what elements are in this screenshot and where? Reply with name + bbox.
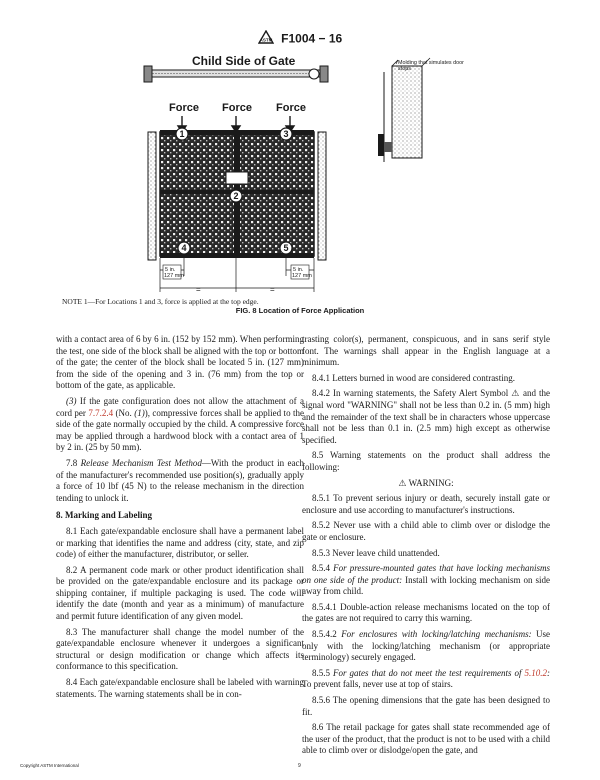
figure-title: Child Side of Gate xyxy=(192,54,296,68)
paragraph: 8.5.4.2 For enclosures with locking/latching mechanisms: Use only with the locking/latching mechanism (or appropriate terminology) securely engaged. xyxy=(302,629,551,663)
paragraph: (3) If the gate configuration does not allow the attachment of a cord per 7.7.2.4 (No. (1)), compressive forces shall be applied to the side of the gate normally occupied by the child. A compressive force may be applied through a hardwood block with a contact area of 1 by 2 in. (25 by 50 mm). xyxy=(56,395,304,453)
left-column xyxy=(56,334,304,704)
equals-right: = xyxy=(270,285,275,294)
figure-force-location xyxy=(130,52,470,300)
force-label-right: Force xyxy=(276,102,306,114)
paragraph: 8.1 Each gate/expandable enclosure shall have a permanent label or marking that identifies the name and address (city, state, and zip code) of either the manufacturer, distributor, or seller. xyxy=(56,525,304,560)
section-link[interactable]: 5.10.2 xyxy=(524,667,548,678)
paragraph: 8.4.1 Letters burned in wood are considered contrasting. xyxy=(312,372,515,383)
paragraph: 8.4 Each gate/expandable enclosure shall be labeled with warning statements. The warning statements shall be in con- xyxy=(56,677,304,699)
warning-heading: ⚠ WARNING: xyxy=(398,477,454,488)
paragraph: 8.4.2 In warning statements, the Safety Alert Symbol ⚠ and the signal word "WARNING" shall not be less than 0.2 in. (5 mm) high and the remainder of the text shall be in characters whose uppercase shall not be less than 0.1 in. (2.5 mm) high except as otherwise specified. xyxy=(302,388,550,445)
location-label-3: 3 xyxy=(283,129,289,139)
location-label-5: 5 xyxy=(283,243,289,253)
dim-right-mm: 127 mm xyxy=(292,273,312,279)
paragraph: 8.5.5 For gates that do not meet the test requirements of 5.10.2: To prevent falls, never use at top of stairs. xyxy=(302,667,551,690)
gate-diagram xyxy=(130,52,470,300)
paragraph: 8.5.6 The opening dimensions that the gate has been designed to fit. xyxy=(302,695,550,717)
equals-left: = xyxy=(196,285,201,294)
molding-callout: Molding that simulates door stops xyxy=(398,60,464,72)
location-label-4: 4 xyxy=(181,243,187,253)
location-label-2: 2 xyxy=(233,191,239,201)
paragraph: 8.5.4 For pressure-mounted gates that have locking mechanisms on one side of the product: Install with locking mechanism on side away from child. xyxy=(302,563,551,597)
paragraph: 8.5.4.1 Double-action release mechanisms located on the top of the gates are not required to carry this warning. xyxy=(302,601,550,624)
paragraph: 8.2 A permanent code mark or other product identification shall be provided on the gate/expandable enclosure and its package or shipping container, if multiple packaging is used. The code will identify the date (month and year as a minimum) of manufacture and permit future identification of any given model. xyxy=(56,564,304,622)
right-column xyxy=(302,334,550,761)
location-label-1: 1 xyxy=(179,129,185,139)
copyright: Copyright ASTM International xyxy=(20,763,79,768)
svg-text:ASTM: ASTM xyxy=(259,37,273,43)
section-link[interactable]: 7.7.2.4 xyxy=(88,407,114,418)
paragraph: 8.6 The retail package for gates shall state recommended age of the user of the product, that the product is not to be used with a child able to climb over or dislodge/open the gate, and xyxy=(302,722,550,756)
force-label-center: Force xyxy=(222,102,252,114)
paragraph: with a contact area of 6 by 6 in. (152 by 152 mm). When performing the test, one side of the block shall be aligned with the top or bottom of the gate; the center of the block shall be located 5 in. (127 mm) from the side of the opening and 3 in. (76 mm) from the top or bottom of the gate, as applicable. xyxy=(56,334,304,391)
page-number: 9 xyxy=(298,763,301,769)
figure-caption: FIG. 8 Location of Force Application xyxy=(235,306,365,315)
paragraph: 8.3 The manufacturer shall change the model number of the gate/expandable enclosure whenever it undergoes a significant structural or design modification or change which affects its conformance to this specification. xyxy=(56,626,304,672)
force-label-left: Force xyxy=(169,102,199,114)
page-header xyxy=(0,30,600,47)
paragraph: trasting color(s), permanent, conspicuous, and in sans serif style font. The warnings shall appear in the English language at a minimum. xyxy=(302,334,550,368)
section-heading: 8. Marking and Labeling xyxy=(56,510,153,521)
dim-right-in: 5 in. xyxy=(293,267,304,273)
dim-left-in: 5 in. xyxy=(165,267,176,273)
standard-number: F1004 − 16 xyxy=(281,31,343,46)
figure-note: NOTE 1—For Locations 1 and 3, force is applied at the top edge. xyxy=(62,297,259,306)
paragraph: 7.8 Release Mechanism Test Method—With the product in each of the manufacturer's recommended use position(s), gradually apply a force of 10 lbf (45 N) to the release mechanism in the direction tending to unlock it. xyxy=(56,457,304,503)
paragraph: 8.5.3 Never leave child unattended. xyxy=(312,547,440,558)
paragraph: 8.5.2 Never use with a child able to climb over or dislodge the gate or enclosure. xyxy=(302,520,550,542)
paragraph: 8.5.1 To prevent serious injury or death, securely install gate or enclosure and use according to manufacturer's instructions. xyxy=(302,493,550,515)
paragraph: 8.5 Warning statements on the product shall address the following: xyxy=(302,450,550,472)
astm-logo-icon xyxy=(258,30,274,47)
dim-left-mm: 127 mm xyxy=(164,273,184,279)
